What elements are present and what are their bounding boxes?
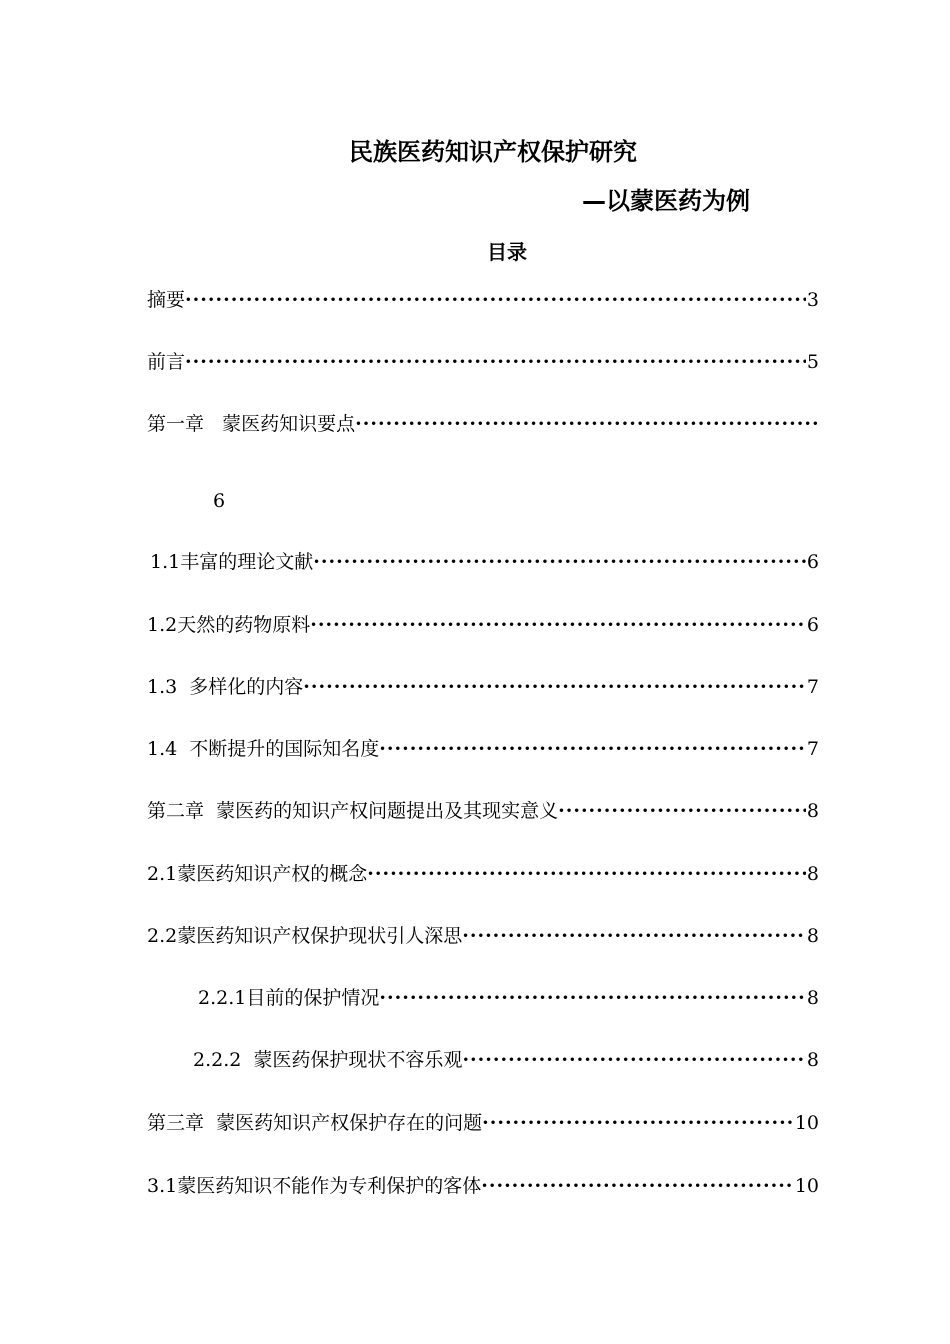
- toc-entry-1-2[interactable]: [147, 611, 819, 639]
- toc-entry-page: 8: [806, 925, 819, 947]
- toc-chapter-1-page: 6: [213, 490, 226, 512]
- toc-entry-page: 8: [806, 1049, 819, 1071]
- toc-entry-page: 7: [806, 676, 819, 698]
- toc-entry-label: 1.3 多样化的内容: [147, 676, 304, 698]
- toc-entry-page: 8: [806, 863, 819, 885]
- toc-leader-dots: [303, 673, 806, 701]
- toc-entry-label: 前言: [147, 351, 186, 373]
- toc-entry-1-4[interactable]: [147, 735, 819, 763]
- toc-heading: 目录: [487, 240, 527, 264]
- toc-entry-page: 10: [794, 1112, 819, 1134]
- toc-entry-label: 1.2天然的药物原料: [147, 614, 311, 636]
- document-subtitle: —以蒙医药为例: [582, 187, 750, 215]
- toc-entry-label: 1.1丰富的理论文献: [150, 551, 314, 573]
- toc-entry-page: 5: [806, 351, 819, 373]
- toc-entry-label: 第一章 蒙医药知识要点: [147, 413, 356, 435]
- toc-entry-label: 2.2.1目前的保护情况: [198, 987, 380, 1009]
- toc-entry-label: 1.4 不断提升的国际知名度: [147, 738, 380, 760]
- toc-entry-page: 6: [806, 551, 819, 573]
- toc-entry-page: 7: [806, 738, 819, 760]
- toc-entry-chapter-3[interactable]: [147, 1109, 819, 1137]
- toc-entry-2-1[interactable]: [147, 860, 819, 888]
- toc-leader-dots: [558, 797, 806, 825]
- toc-leader-dots: [379, 735, 806, 763]
- toc-entry-label: 摘要: [147, 289, 186, 311]
- toc-entry-preface[interactable]: [147, 348, 819, 376]
- toc-entry-label: 2.1蒙医药知识产权的概念: [147, 863, 368, 885]
- toc-entry-page: 6: [806, 614, 819, 636]
- toc-entry-2-2[interactable]: [147, 922, 819, 950]
- toc-leader-dots: [355, 410, 818, 438]
- toc-entry-page: 8: [806, 987, 819, 1009]
- toc-leader-dots: [462, 1046, 805, 1074]
- toc-entry-2-2-2[interactable]: [193, 1046, 819, 1074]
- toc-entry-3-1[interactable]: [147, 1172, 819, 1200]
- toc-entry-label: 第三章 蒙医药知识产权保护存在的问题: [147, 1112, 483, 1134]
- toc-leader-dots: [482, 1109, 794, 1137]
- toc-entry-chapter-1[interactable]: [147, 410, 819, 438]
- toc-entry-abstract[interactable]: [147, 286, 819, 314]
- toc-leader-dots: [462, 922, 806, 950]
- document-title: 民族医药知识产权保护研究: [349, 138, 637, 166]
- toc-leader-dots: [185, 286, 806, 314]
- toc-entry-label: 3.1蒙医药知识不能作为专利保护的客体: [147, 1175, 482, 1197]
- toc-entry-label: 第二章 蒙医药的知识产权问题提出及其现实意义: [147, 800, 559, 822]
- toc-entry-page: 8: [806, 800, 819, 822]
- toc-entry-label: 2.2.2 蒙医药保护现状不容乐观: [193, 1049, 463, 1071]
- toc-leader-dots: [310, 611, 806, 639]
- toc-leader-dots: [313, 548, 806, 576]
- toc-leader-dots: [379, 984, 806, 1012]
- toc-entry-1-1[interactable]: [150, 548, 819, 576]
- toc-entry-page: 10: [794, 1175, 819, 1197]
- toc-entry-2-2-1[interactable]: [198, 984, 819, 1012]
- toc-leader-dots: [367, 860, 806, 888]
- toc-entry-page: 3: [806, 289, 819, 311]
- toc-entry-1-3[interactable]: [147, 673, 819, 701]
- toc-entry-label: 2.2蒙医药知识产权保护现状引人深思: [147, 925, 463, 947]
- toc-leader-dots: [185, 348, 806, 376]
- toc-entry-chapter-2[interactable]: [147, 797, 819, 825]
- toc-leader-dots: [481, 1172, 794, 1200]
